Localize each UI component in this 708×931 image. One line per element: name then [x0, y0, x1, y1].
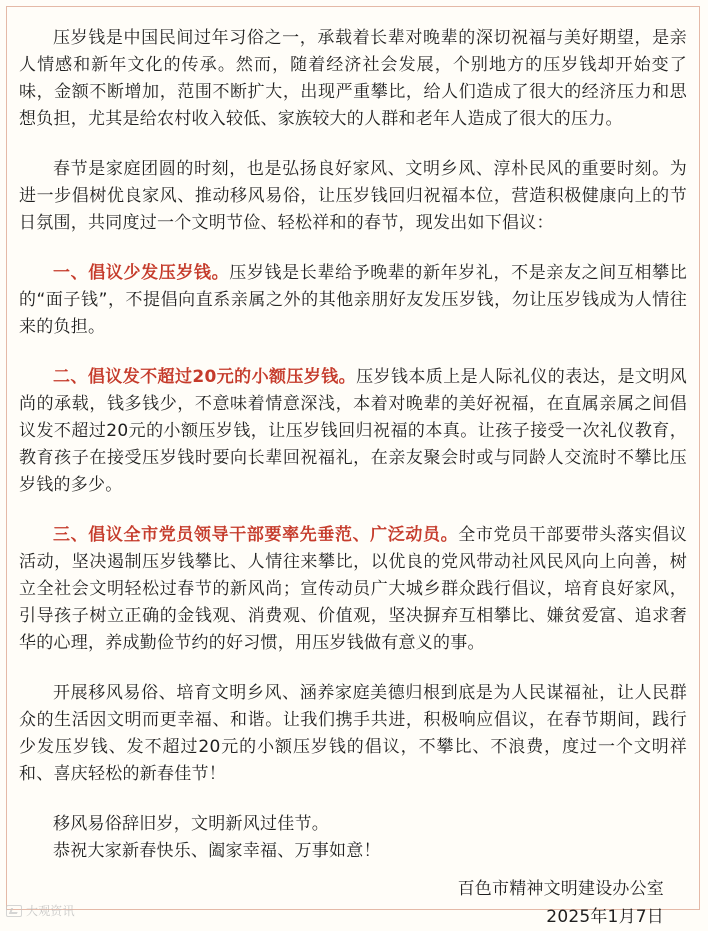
paragraph-spacer: [19, 133, 687, 156]
paragraph-spacer: [19, 237, 687, 260]
proposal-body-2: 压岁钱本质上是人际礼仪的表达，是文明风尚的承载，钱多钱少，不意味着情意深浅，本着对晚辈的美好祝福，在直属亲属之间倡议发不超过20元的小额压岁钱，让压岁钱回归祝福的本真。让孩子接受一次礼仪教育，教育孩子在接受压岁钱时要向长辈回祝福礼，在亲友聚会时或与同龄人交流时不攀比压岁钱的多少。: [19, 367, 687, 495]
proposal-heading-2: 二、倡议发不超过20元的小额压岁钱。: [53, 367, 357, 387]
paragraph-spacer: [19, 657, 687, 680]
document-content: [19, 25, 687, 931]
watermark-text: 大观资讯: [26, 904, 75, 918]
proposal-item-2: [19, 364, 687, 499]
watermark-logo-icon: [6, 905, 22, 917]
closing-line-2: 恭祝大家新春快乐、阖家幸福、万事如意！: [53, 841, 381, 861]
conclusion-paragraph: 开展移风易俗、培育文明乡风、涵养家庭美德归根到底是为人民谋福祉，让人民群众的生活因文明而更幸福、和谐。让我们携手共进，积极响应倡议，在春节期间，践行少发压岁钱、发不超过20元的小额压岁钱的倡议，不攀比、不浪费，度过一个文明祥和、喜庆轻松的新春佳节！: [19, 683, 687, 784]
signature-org: 百色市精神文明建设办公室: [457, 879, 664, 899]
proposal-body-1: 压岁钱是长辈给予晚辈的新年岁礼，不是亲友之间互相攀比的“面子钱”，不提倡向直系亲属之外的其他亲朋好友发压岁钱，勿让压岁钱成为人情往来的负担。: [19, 263, 688, 337]
proposal-heading-1: 一、倡议少发压岁钱。: [53, 263, 230, 283]
closing-block: [19, 811, 687, 865]
proposal-item-3: [19, 522, 687, 657]
signature-date: 2025年1月7日: [546, 907, 664, 927]
proposal-body-3: 全市党员干部要带头落实倡议活动，坚决遏制压岁钱攀比、人情往来攀比，以优良的党风带动社风民风向上向善，树立全社会文明轻松过春节的新风尚；宣传动员广大城乡群众践行倡议，培育良好家风，引导孩子树立正确的金钱观、消费观、价值观，坚决摒弃互相攀比、嫌贫爱富、追求奢华的心理，养成勤俭节约的好习惯，用压岁钱做有意义的事。: [19, 525, 688, 653]
signature-block: [19, 875, 687, 931]
context-paragraph: 春节是家庭团圆的时刻，也是弘扬良好家风、文明乡风、淳朴民风的重要时刻。为进一步倡树优良家风、推动移风易俗，让压岁钱回归祝福本位，营造积极健康向上的节日氛围，共同度过一个文明节俭、轻松祥和的春节，现发出如下倡议：: [19, 159, 687, 233]
intro-paragraph: 压岁钱是中国民间过年习俗之一，承载着长辈对晚辈的深切祝福与美好期望，是亲人情感和新年文化的传承。然而，随着经济社会发展，个别地方的压岁钱却开始变了味，金额不断增加，范围不断扩大，出现严重攀比，给人们造成了很大的经济压力和思想负担，尤其是给农村收入较低、家族较大的人群和老年人造成了很大的压力。: [19, 28, 687, 129]
paragraph-spacer: [19, 788, 687, 811]
paragraph-spacer: [19, 341, 687, 364]
closing-line-1: 移风易俗辞旧岁，文明新风过佳节。: [53, 814, 329, 834]
paragraph-spacer: [19, 499, 687, 522]
watermark: [6, 902, 75, 919]
proposal-heading-3: 三、倡议全市党员领导干部要率先垂范、广泛动员。: [53, 525, 459, 545]
proposal-item-1: [19, 260, 687, 341]
